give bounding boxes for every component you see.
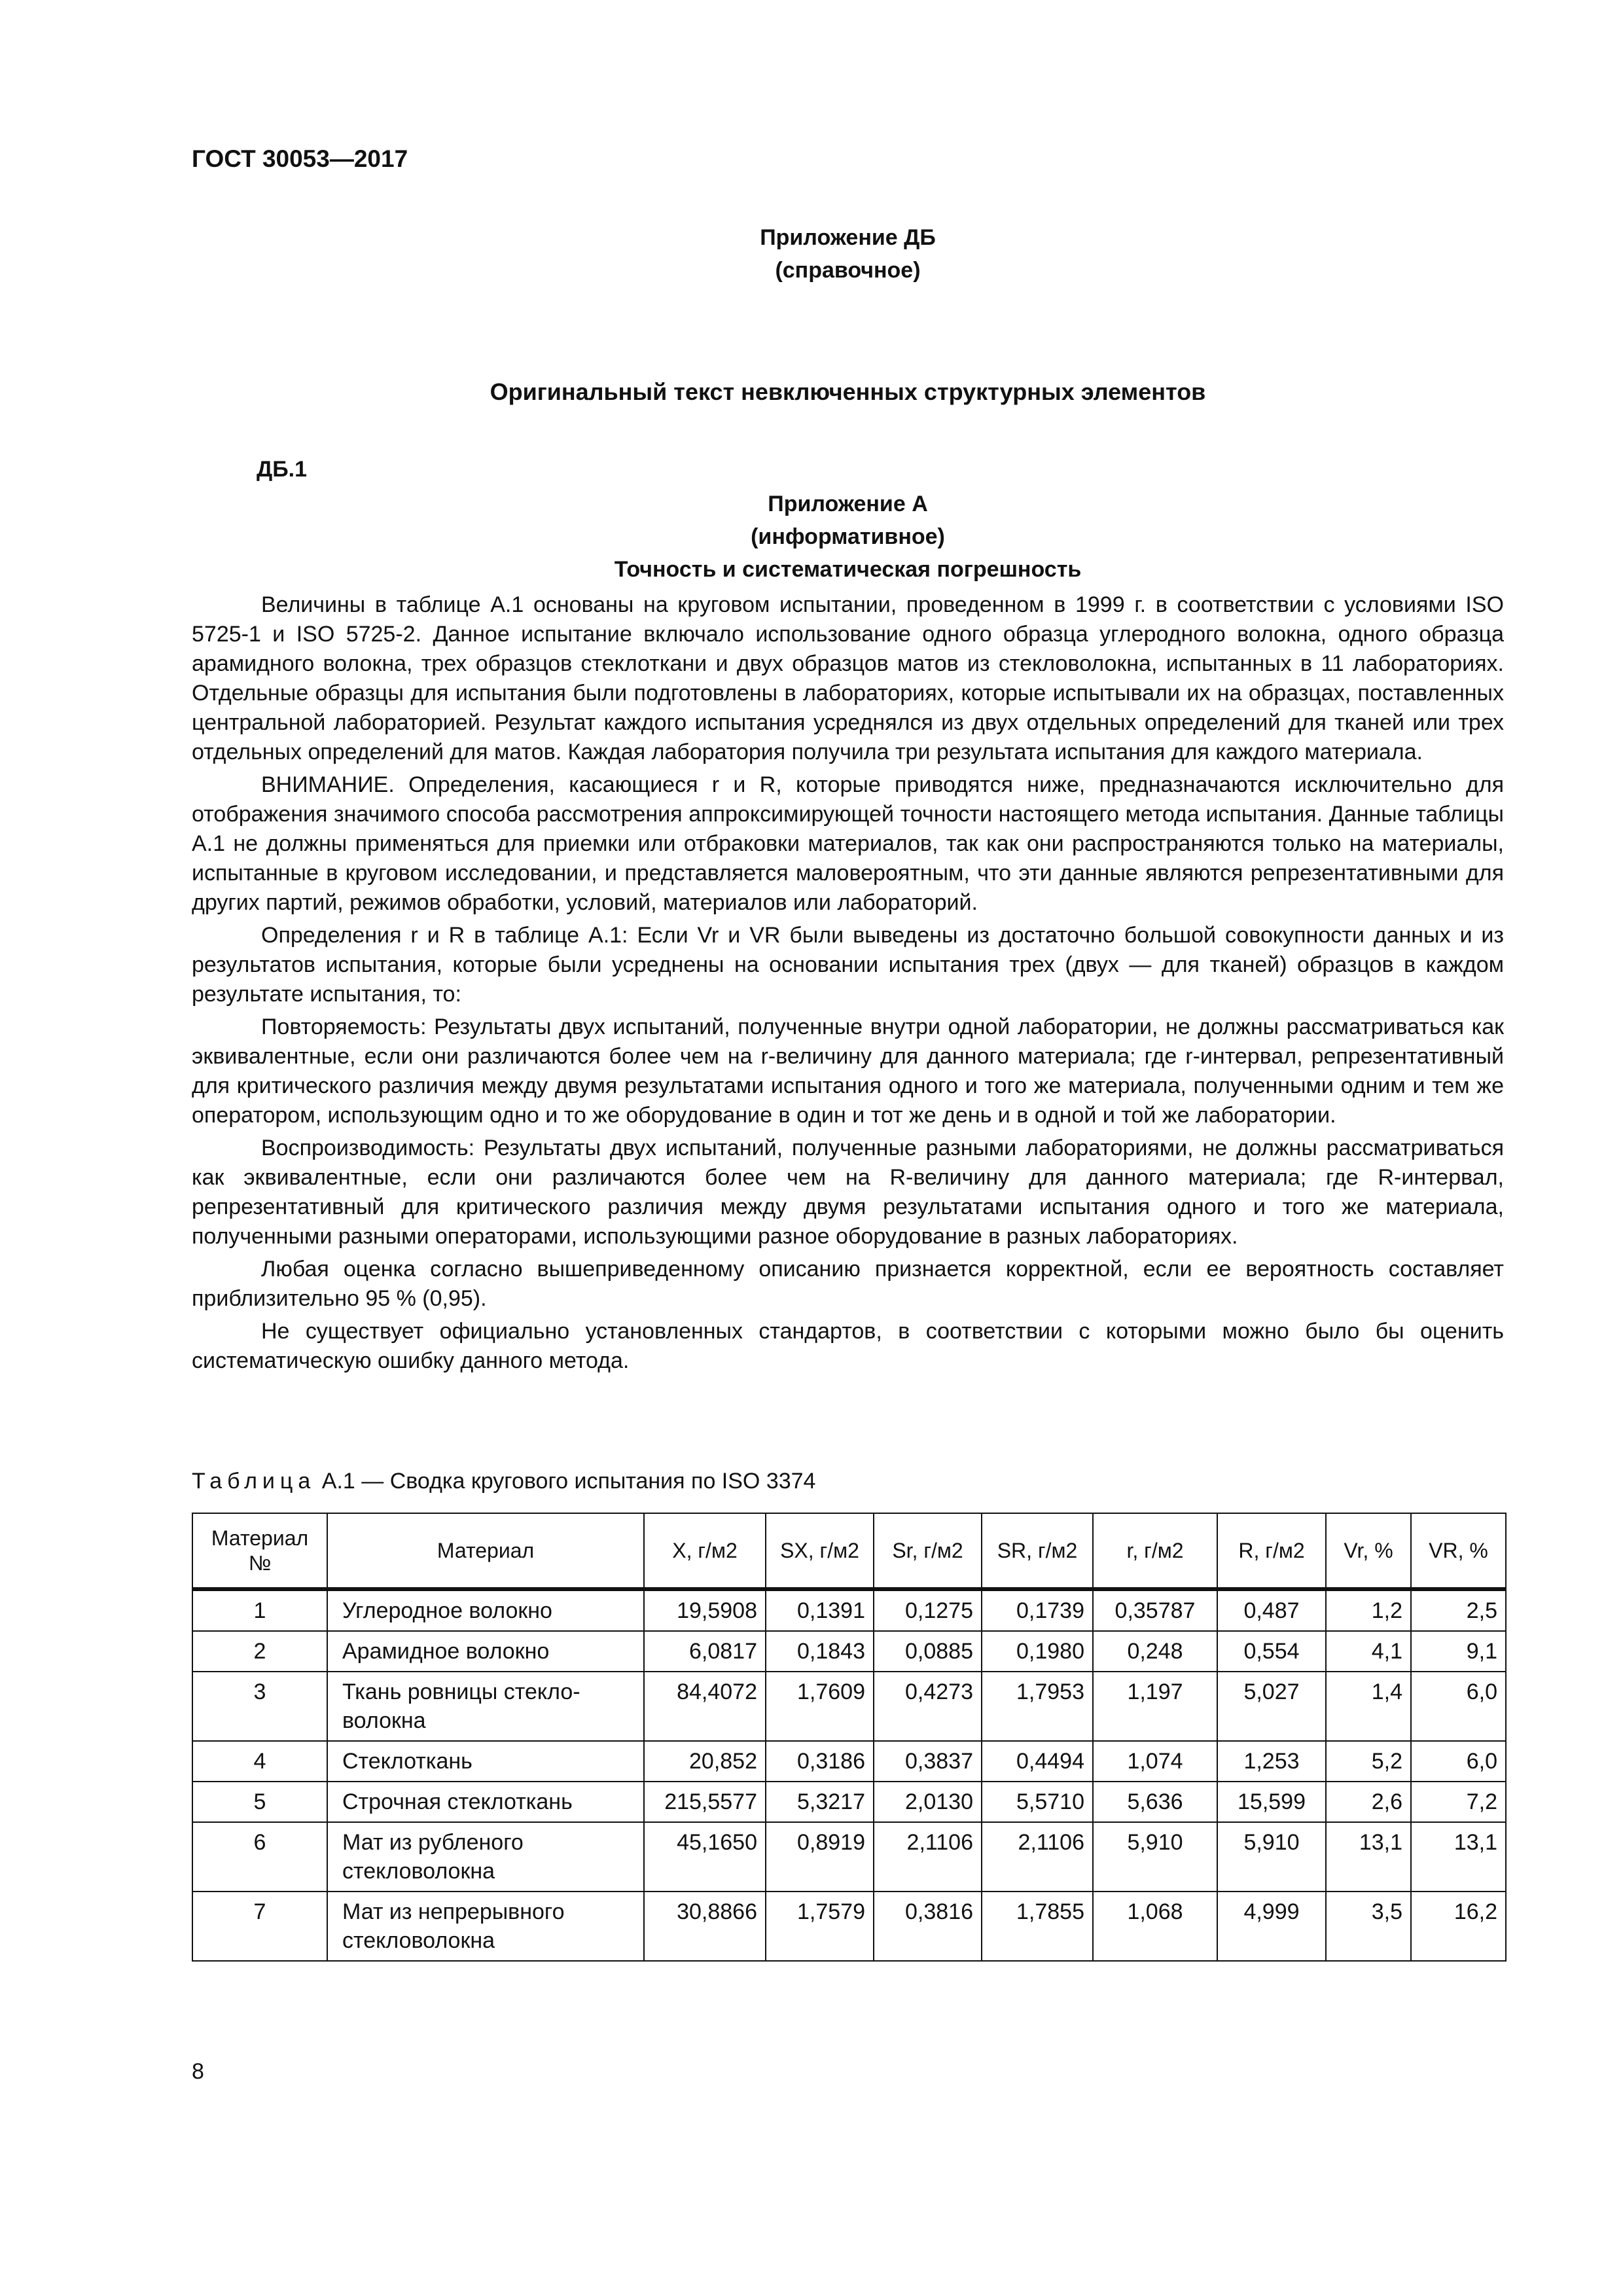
table-cell: 13,1: [1326, 1822, 1411, 1892]
table-cell: 0,4273: [874, 1672, 982, 1741]
table-cell: Стеклоткань: [327, 1741, 644, 1782]
table-caption: [192, 1469, 815, 1494]
table-header-cell: Sr, г/м2: [874, 1513, 982, 1589]
table-cell: 0,0885: [874, 1631, 982, 1672]
table-cell: 6: [192, 1822, 327, 1892]
table-cell: 5: [192, 1782, 327, 1822]
paragraph: Величины в таблице А.1 основаны на круговом испытании, проведенном в 1999 г. в соответствии с условиями ISO 5725-1 и ISO 5725-2. Данное испытание включало использование одного образца углеродного волокна, одного образца арамидного волокна, трех образцов стеклоткани и двух образцов матов из стекловолокна, испытанных в 11 лабораториях. Отдельные образцы для испытания были подготовлены в лабораториях, которые испытывали их на образцах, поставленных центральной лабораторией. Результат каждого испытания усреднялся из двух отдельных определений для тканей или трех отдельных определений для матов. Каждая лаборатория получила три результата испытания для каждого материала.: [192, 592, 1504, 764]
table-cell: 7,2: [1411, 1782, 1506, 1822]
table-cell: 5,3217: [766, 1782, 874, 1822]
table-cell: 5,5710: [982, 1782, 1093, 1822]
section-title: Оригинальный текст невключенных структурных элементов: [490, 378, 1206, 405]
table-cell: 4: [192, 1741, 327, 1782]
table-cell: Мат из непрерывного стекловолокна: [327, 1892, 644, 1961]
table-cell: 1,7953: [982, 1672, 1093, 1741]
table-header-row: [192, 1513, 1506, 1589]
appendix-a-header: [192, 488, 1504, 586]
table-cell: 2,0130: [874, 1782, 982, 1822]
paragraph: ВНИМАНИЕ. Определения, касающиеся r и R, которые приводятся ниже, предназначаются исключительно для отображения значимого способа рассмотрения аппроксимирующей точности настоящего метода испытания. Данные таблицы А.1 не должны применяться для приемки или отбраковки материалов, так как они распространяются только на материалы, испытанные в круговом исследовании, и представляется маловероятным, что эти данные являются репрезентативными для других партий, режимов обработки, условий, материалов или лабораторий.: [192, 772, 1504, 915]
table-cell: 0,487: [1217, 1589, 1326, 1631]
table-cell: 2,1106: [982, 1822, 1093, 1892]
summary-table: [192, 1513, 1507, 1962]
table-cell: 0,1980: [982, 1631, 1093, 1672]
section-number: ДБ.1: [257, 457, 308, 482]
table-cell: Углеродное волокно: [327, 1589, 644, 1631]
table-header-cell: SR, г/м2: [982, 1513, 1093, 1589]
table-cell: 0,3837: [874, 1741, 982, 1782]
body-text: [192, 590, 1504, 1379]
table-row: [192, 1631, 1506, 1672]
table-cell: 6,0: [1411, 1672, 1506, 1741]
table-cell: 20,852: [644, 1741, 766, 1782]
appendix-db-subtitle: (справочное): [775, 258, 921, 283]
table-cell: 5,2: [1326, 1741, 1411, 1782]
table-cell: 13,1: [1411, 1822, 1506, 1892]
table-cell: 2,5: [1411, 1589, 1506, 1631]
table-cell: 2: [192, 1631, 327, 1672]
document-code: ГОСТ 30053—2017: [192, 145, 408, 172]
table-header-cell: X, г/м2: [644, 1513, 766, 1589]
paragraph: Повторяемость: Результаты двух испытаний, полученные внутри одной лаборатории, не должны рассматриваться как эквивалентные, если они различаются более чем на r-величину для данного материала; где r-интервал, репрезентативный для критического различия между двумя результатами испытания одного и того же материала, полученными одним и тем же оператором, использующим одно и то же оборудование в один и тот же день и в одной и той же лаборатории.: [192, 1014, 1504, 1128]
page-number: 8: [192, 2059, 204, 2084]
table-cell: 215,5577: [644, 1782, 766, 1822]
table-cell: 0,1739: [982, 1589, 1093, 1631]
table-header-cell: r, г/м2: [1093, 1513, 1217, 1589]
table-row: [192, 1782, 1506, 1822]
table-cell: 84,4072: [644, 1672, 766, 1741]
table-cell: 15,599: [1217, 1782, 1326, 1822]
paragraph: Определения r и R в таблице А.1: Если Vr и VR были выведены из достаточно большой совокупности данных и из результатов испытания, которые были усреднены на основании испытания трех (двух — для тканей) образцов в каждом результате испытания, то:: [192, 923, 1504, 1007]
table-body: [192, 1589, 1506, 1961]
table-header-cell: R, г/м2: [1217, 1513, 1326, 1589]
table-cell: 0,248: [1093, 1631, 1217, 1672]
table-cell: 2,6: [1326, 1782, 1411, 1822]
table-cell: 0,1391: [766, 1589, 874, 1631]
table-row: [192, 1822, 1506, 1892]
table-cell: 7: [192, 1892, 327, 1961]
table-cell: 1,197: [1093, 1672, 1217, 1741]
table-cell: 1,253: [1217, 1741, 1326, 1782]
table-cell: 1,7579: [766, 1892, 874, 1961]
table-cell: 1,068: [1093, 1892, 1217, 1961]
table-cell: 5,910: [1217, 1822, 1326, 1892]
table-cell: 0,8919: [766, 1822, 874, 1892]
table-cell: 4,999: [1217, 1892, 1326, 1961]
table-cell: Строчная стеклоткань: [327, 1782, 644, 1822]
table-cell: Арамидное волокно: [327, 1631, 644, 1672]
appendix-db-title: Приложение ДБ: [760, 225, 936, 250]
table-cell: 0,554: [1217, 1631, 1326, 1672]
table-cell: 0,1275: [874, 1589, 982, 1631]
table-header-cell: Vr, %: [1326, 1513, 1411, 1589]
paragraph: Не существует официально установленных стандартов, в соответствии с которыми можно было бы оценить систематическую ошибку данного метода.: [192, 1319, 1504, 1373]
table-cell: 1: [192, 1589, 327, 1631]
table-cell: 0,4494: [982, 1741, 1093, 1782]
table-cell: 0,3186: [766, 1741, 874, 1782]
paragraph: Любая оценка согласно вышеприведенному описанию признается корректной, если ее вероятность составляет приблизительно 95 % (0,95).: [192, 1257, 1504, 1311]
table-caption-label: Таблица: [192, 1469, 316, 1494]
table-header-cell: VR, %: [1411, 1513, 1506, 1589]
table-row: [192, 1741, 1506, 1782]
table-header-cell: Материал: [327, 1513, 644, 1589]
table-cell: 2,1106: [874, 1822, 982, 1892]
appendix-a-heading: Точность и систематическая погрешность: [614, 557, 1082, 582]
table-cell: 16,2: [1411, 1892, 1506, 1961]
table-cell: 1,2: [1326, 1589, 1411, 1631]
table-cell: 0,3816: [874, 1892, 982, 1961]
table-caption-text: А.1 — Сводка кругового испытания по ISO 3374: [321, 1469, 816, 1494]
table-cell: 1,4: [1326, 1672, 1411, 1741]
appendix-a-title: Приложение А: [768, 492, 928, 516]
table-cell: 1,7855: [982, 1892, 1093, 1961]
table-cell: 3: [192, 1672, 327, 1741]
table-cell: 19,5908: [644, 1589, 766, 1631]
table-cell: 5,636: [1093, 1782, 1217, 1822]
table-cell: 0,35787: [1093, 1589, 1217, 1631]
table-row: [192, 1672, 1506, 1741]
table-cell: Мат из рубленого стекловолокна: [327, 1822, 644, 1892]
table-cell: 6,0: [1411, 1741, 1506, 1782]
table-cell: 1,7609: [766, 1672, 874, 1741]
table-row: [192, 1892, 1506, 1961]
table-cell: Ткань ровницы стекло-волокна: [327, 1672, 644, 1741]
paragraph: Воспроизводимость: Результаты двух испытаний, полученные разными лабораториями, не должны рассматриваться как эквивалентные, если они различаются более чем на R-величину для данного материала; где R-интервал, репрезентативный для критического различия между двумя результатами испытания одного и того же материала, полученными разными операторами, использующими разное оборудование в разных лабораториях.: [192, 1136, 1504, 1249]
table-cell: 45,1650: [644, 1822, 766, 1892]
appendix-db-header: [192, 221, 1504, 287]
table-row: [192, 1589, 1506, 1631]
table-header-cell: SX, г/м2: [766, 1513, 874, 1589]
table-cell: 3,5: [1326, 1892, 1411, 1961]
table-cell: 5,027: [1217, 1672, 1326, 1741]
table-cell: 6,0817: [644, 1631, 766, 1672]
table-cell: 1,074: [1093, 1741, 1217, 1782]
table-cell: 5,910: [1093, 1822, 1217, 1892]
appendix-a-subtitle: (информативное): [751, 524, 945, 549]
table-cell: 4,1: [1326, 1631, 1411, 1672]
table-header-cell: Материал №: [192, 1513, 327, 1589]
table-cell: 30,8866: [644, 1892, 766, 1961]
table-cell: 9,1: [1411, 1631, 1506, 1672]
table-cell: 0,1843: [766, 1631, 874, 1672]
